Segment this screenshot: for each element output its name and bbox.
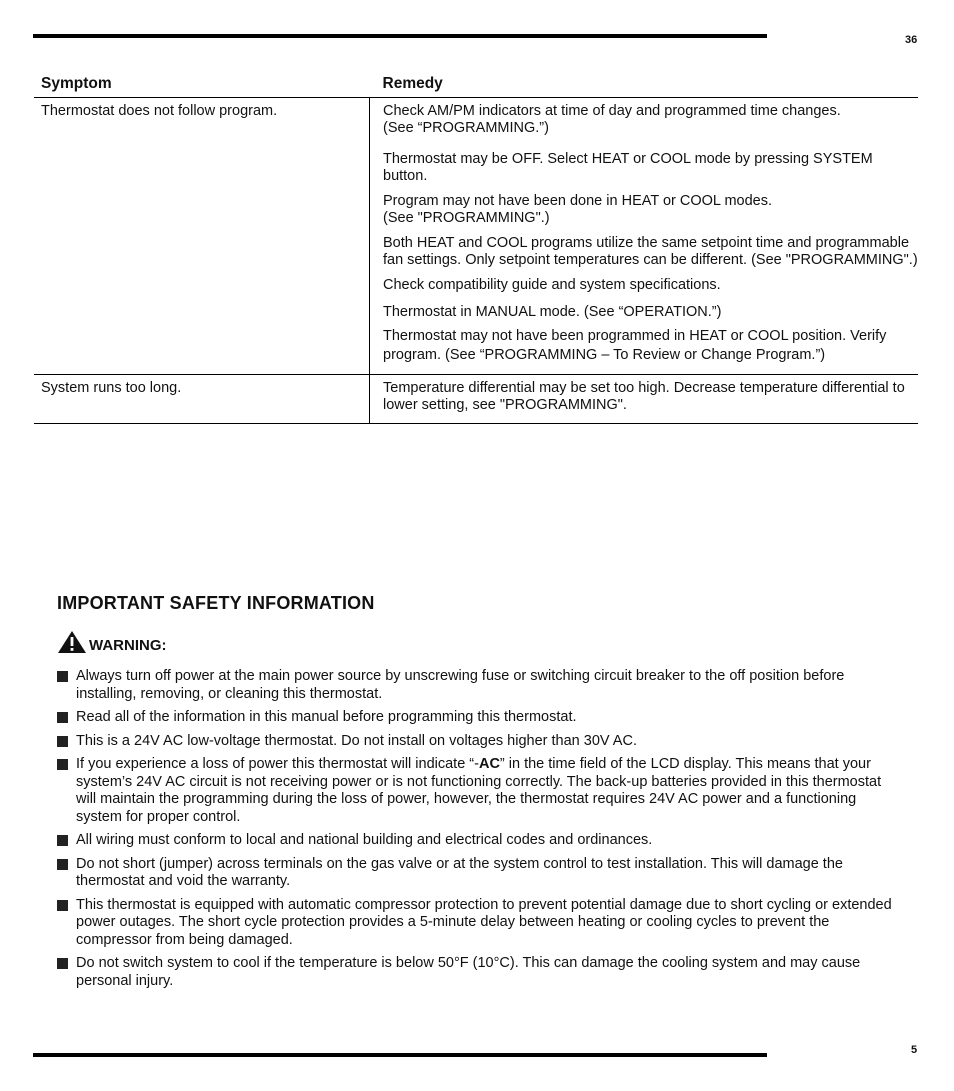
square-bullet-icon	[57, 900, 68, 911]
bullet-text: This thermostat is equipped with automatic compressor protection to prevent potential damage due to short cycling or extended power outages. The short cycle protection provides a 5-minute delay between heating or cooling cycles to prevent the compressor from being damaged.	[76, 896, 892, 948]
remedy-item: Both HEAT and COOL programs utilize the same setpoint time and programmable fan settings. Only setpoint temperatures can be different. (See "PROGRAMMING".)	[383, 235, 918, 268]
bullet-text: Do not short (jumper) across terminals on the gas valve or at the system control to test installation. This will damage the thermostat and void the warranty.	[76, 855, 843, 889]
bullet-text: Always turn off power at the main power source by unscrewing fuse or switching circuit breaker to the off position before installing, removing, or cleaning this thermostat.	[76, 668, 845, 702]
warning-heading	[57, 630, 902, 654]
page-number-bottom: 5	[911, 1044, 918, 1056]
top-rule	[33, 34, 767, 38]
bottom-rule	[33, 1053, 767, 1057]
remedy-cell	[370, 375, 919, 424]
square-bullet-icon	[57, 958, 68, 969]
list-item	[57, 955, 902, 990]
warning-triangle-icon	[57, 630, 87, 654]
remedy-cell	[370, 98, 919, 375]
remedy-item: Thermostat in MANUAL mode. (See “OPERATION.”)	[383, 304, 722, 320]
list-item	[57, 733, 902, 751]
list-item	[57, 856, 902, 891]
symptom-cell: Thermostat does not follow program.	[34, 98, 370, 375]
bullet-text: All wiring must conform to local and national building and electrical codes and ordinances.	[76, 832, 653, 848]
list-item	[57, 709, 902, 727]
safety-title: IMPORTANT SAFETY INFORMATION	[57, 593, 375, 613]
table-row	[34, 98, 918, 375]
troubleshooting-table	[34, 72, 918, 424]
list-item	[57, 756, 902, 826]
bullet-text	[76, 756, 902, 826]
safety-section	[57, 593, 902, 996]
page-number-top: 36	[905, 34, 918, 46]
list-item	[57, 897, 902, 950]
remedy-header: Remedy	[370, 72, 919, 98]
remedy-item: Temperature differential may be set too high. Decrease temperature differential to lower setting, see "PROGRAMMING".	[383, 380, 905, 413]
square-bullet-icon	[57, 835, 68, 846]
remedy-item: Check AM/PM indicators at time of day and programmed time changes. (See “PROGRAMMING.”)	[383, 103, 841, 136]
bullet-text-post: ” in the time field of the LCD display. This means that your system’s 24V AC circuit is not receiving power or is not functioning correctly. The back-up batteries provided in this thermostat will maintain the programming during the loss of power, however, the thermostat requires 24V AC power and a functioning system for proper control.	[76, 756, 882, 825]
symptom-cell: System runs too long.	[34, 375, 370, 424]
square-bullet-icon	[57, 759, 68, 770]
bullet-text: Read all of the information in this manual before programming this thermostat.	[76, 709, 577, 725]
warning-label: WARNING:	[89, 637, 167, 654]
symptom-header: Symptom	[34, 72, 370, 98]
bullet-text: Do not switch system to cool if the temperature is below 50°F (10°C). This can damage the cooling system and may cause personal injury.	[76, 955, 861, 989]
remedy-item: Thermostat may be OFF. Select HEAT or COOL mode by pressing SYSTEM button.	[383, 151, 873, 184]
square-bullet-icon	[57, 671, 68, 682]
bullet-text: This is a 24V AC low-voltage thermostat. Do not install on voltages higher than 30V AC.	[76, 732, 637, 749]
square-bullet-icon	[57, 712, 68, 723]
list-item	[57, 668, 902, 703]
safety-bullet-list	[57, 668, 902, 990]
list-item	[57, 832, 902, 850]
remedy-item: Thermostat may not have been programmed in HEAT or COOL position. Verify program. (See “PROGRAMMING – To Review or Change Program.”)	[383, 328, 887, 363]
remedy-item: Check compatibility guide and system specifications.	[383, 277, 721, 293]
table-header-row	[34, 72, 918, 98]
remedy-item: Program may not have been done in HEAT or COOL modes. (See "PROGRAMMING".)	[383, 193, 773, 226]
square-bullet-icon	[57, 859, 68, 870]
ac-indicator-text: AC	[478, 756, 500, 772]
table-row	[34, 375, 918, 424]
square-bullet-icon	[57, 736, 68, 747]
bullet-text-pre: If you experience a loss of power this thermostat will indicate “-	[76, 756, 479, 772]
